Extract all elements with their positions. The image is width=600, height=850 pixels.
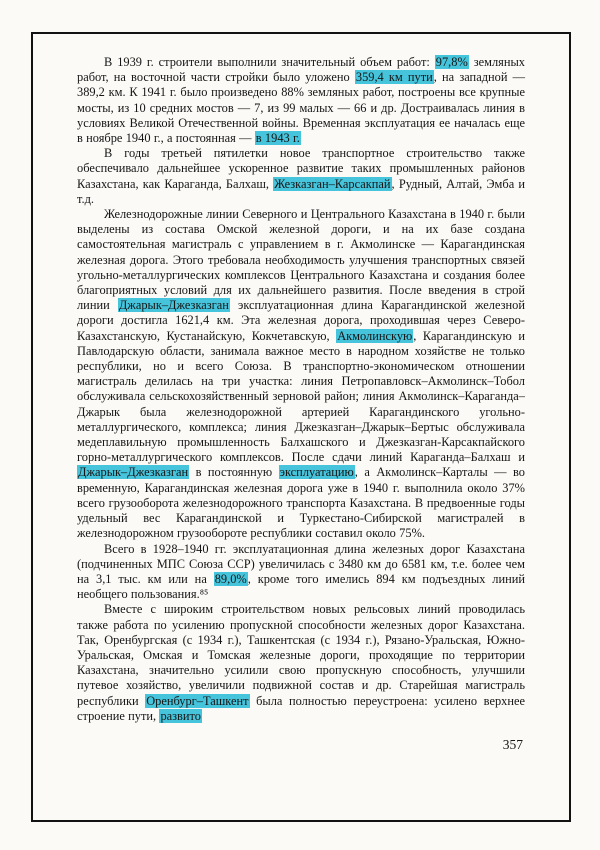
scan-highlight: в 1943 г.	[255, 131, 300, 146]
paragraph-2: В годы третьей пятилетки новое транспортное строительство также обеспечивало дальнейшее ускоренное развитие таких промышленных районов Казахстана, как Караганда, Балхаш, Жезказган–Карсакпай, Рудный, Алтай, Эмба и т.д.	[77, 146, 526, 206]
scan-highlight: 97,8%	[435, 55, 468, 69]
scan-highlight: Джарык–Джезказган	[118, 298, 229, 313]
scan-highlight: Жезказган–Карсакпай	[274, 176, 391, 191]
scan-highlight: эксплуатацию	[279, 465, 354, 480]
paragraph-3: Железнодорожные линии Северного и Центрального Казахстана в 1940 г. были выделены из состава Омской железной дороги, и на их базе создана самостоятельная магистраль с управлением в г. Акмолинске — Карагандинская железная дорога. Этого требовала необходимость улучшения транспортных связей угольно-металлургических комплексов Центрального Казахстана и создания более благоприятных условий для их дальнейшего развития. После введения в строй линии Джарык–Джезказган эксплуатационная длина Карагандинской железной дороги достигла 1621,4 км. Эта железная дорога, проходившая через Северо-Казахстанскую, Кустанайскую, Кокчетавскую, Акмолинскую, Карагандинскую и Павлодарскую области, занимала важное место в народном хозяйстве не только республики, но и всего Союза. В транспортно-экономическом отношении магистраль делилась на три участка: линия Петропавловск–Акмолинск–Тобол обслуживала сельскохозяйственный зерновой район; линия Акмолинск–Караганда–Джарык была железнодорожной артерией Карагандинского угольно-металлургического, комплекса; линия Джезказган–Джарык–Бертыс обслуживала медеплавильную промышленность Балхашского и Джезказган-Карсакпайского горно-металлургического комплексов. После сдачи линий Караганда–Балхаш и Джарык–Джезказган в постоянную эксплуатацию, а Акмолинск–Карталы — во временную, Карагандинская железная дорога уже в 1940 г. выполнила около 37% всего грузооборота железнодорожного транспорта Казахстана. В предвоенные годы удельный вес Карагандинской и Туркестано-Сибирской магистралей в железнодорожном грузообороте республики составил около 75%.	[77, 207, 525, 541]
scan-highlight: Джарык–Джезказган	[78, 465, 189, 480]
paragraph-4: Всего в 1928–1940 гг. эксплуатационная длина железных дорог Казахстана (подчиненных МПС Союза ССР) увеличилась с 3480 км до 6581 км, т.е. более чем на 3,1 тыс. км или на 89,0%, кроме того имелись 894 км подъездных линий необщего пользования.⁸⁵	[77, 541, 525, 602]
scan-highlight: развито	[160, 708, 201, 723]
scan-highlight: Оренбург–Ташкент	[146, 693, 249, 708]
paragraph-1: В 1939 г. строители выполнили значительный объем работ: 97,8% земляных работ, на восточной части стройки было уложено 359,4 км пути, на западной — 389,2 км. К 1941 г. было произведено 88% земляных работ, построены все крупные мосты, из 10 средних мостов — 7, из 99 малых — 66 и др. Достраивалась линия в условиях Великой Отечественной войны. Временная эксплуатация ее началась еще в ноябре 1940 г., а постоянная — в 1943 г.	[77, 55, 525, 146]
scan-highlight: Акмолинскую	[337, 328, 413, 343]
scan-highlight: 359,4 км пути	[355, 70, 433, 85]
paragraph-5: Вместе с широким строительством новых рельсовых линий проводилась также работа по усилению пропускной способности железных дорог Казахстана. Так, Оренбургская (с 1934 г.), Ташкентская (с 1934 г.), Рязано-Уральская, Южно-Уральская, Омская и Томская железные дороги, проходящие по территории Казахстана, значительно усилили свою пропускную способность, улучшили путевое хозяйство, увеличили подвижной состав и др. Старейшая магистраль республики Оренбург–Ташкент была полностью переустроена: усилено верхнее строение пути, развито	[77, 602, 525, 723]
text-block	[77, 55, 525, 753]
page-frame	[31, 32, 571, 822]
page-number: 357	[502, 736, 523, 752]
scan-highlight: 89,0%	[214, 571, 247, 586]
